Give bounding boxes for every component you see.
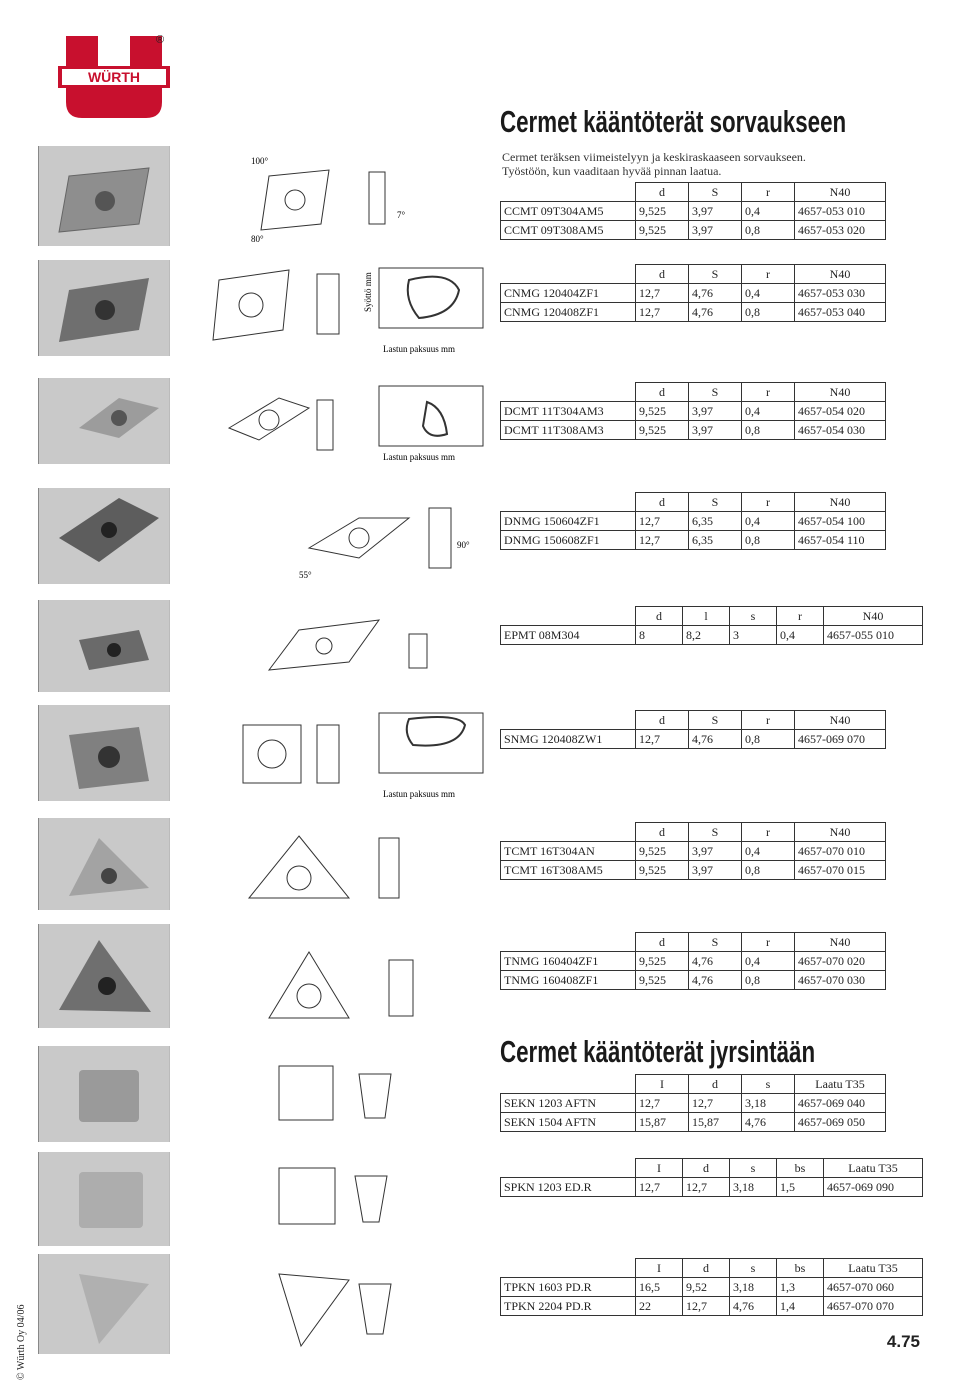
- insert-drawing: [239, 924, 485, 1028]
- table-cell: 1,3: [777, 1278, 824, 1297]
- table-cell: 3,97: [689, 221, 742, 240]
- table-cell: bs: [777, 1259, 824, 1278]
- spec-table-spkn: [500, 1158, 923, 1197]
- table-row: [501, 861, 886, 880]
- table-row: [501, 1278, 923, 1297]
- table-cell: 0,4: [742, 512, 795, 531]
- table-cell: 4657-054 030: [795, 421, 886, 440]
- table-cell: SEKN 1504 AFTN: [501, 1113, 636, 1132]
- spec-table-cnmg: [500, 264, 886, 322]
- svg-text:55°: 55°: [299, 570, 312, 580]
- table-header-row: [501, 1259, 923, 1278]
- table-header-row: [501, 265, 886, 284]
- insert-photo: [39, 924, 170, 1028]
- table-cell: I: [636, 1259, 683, 1278]
- insert-photo: [39, 1254, 170, 1354]
- insert-photo: [39, 1152, 170, 1246]
- insert-band-ccmt: [38, 146, 485, 246]
- table-cell: s: [730, 607, 777, 626]
- table-cell: N40: [795, 265, 886, 284]
- table-row: [501, 1297, 923, 1316]
- table-row: [501, 221, 886, 240]
- table-cell: TPKN 1603 PD.R: [501, 1278, 636, 1297]
- table-cell: r: [742, 383, 795, 402]
- intro-text: [502, 150, 806, 178]
- table-cell: 3,97: [689, 202, 742, 221]
- table-cell: 1,5: [777, 1178, 824, 1197]
- table-cell: r: [742, 823, 795, 842]
- insert-band-snmg: [38, 705, 485, 801]
- table-cell: d: [683, 1159, 730, 1178]
- table-cell: N40: [795, 823, 886, 842]
- table-cell: Laatu T35: [795, 1075, 886, 1094]
- table-cell: 12,7: [636, 1094, 689, 1113]
- table-cell: 4657-070 070: [824, 1297, 923, 1316]
- table-cell: d: [636, 265, 689, 284]
- table-cell: 4,76: [689, 303, 742, 322]
- insert-photo: [39, 488, 170, 584]
- table-cell: 12,7: [636, 284, 689, 303]
- table-cell: 0,8: [742, 971, 795, 990]
- table-row: [501, 402, 886, 421]
- table-cell: 12,7: [683, 1178, 730, 1197]
- table-cell: S: [689, 823, 742, 842]
- table-row: [501, 971, 886, 990]
- insert-photo: [39, 146, 170, 246]
- table-cell: Laatu T35: [824, 1159, 923, 1178]
- table-row: [501, 421, 886, 440]
- table-row: [501, 842, 886, 861]
- table-cell: 3,97: [689, 402, 742, 421]
- logo-text: WÜRTH: [87, 69, 141, 85]
- table-cell: 3,18: [742, 1094, 795, 1113]
- table-cell: d: [636, 183, 689, 202]
- table-cell: 4,76: [742, 1113, 795, 1132]
- spec-table-sekn: [500, 1074, 886, 1132]
- spec-table-dcmt: [500, 382, 886, 440]
- table-cell: s: [742, 1075, 795, 1094]
- spec-table-tpkn: [500, 1258, 923, 1316]
- insert-drawing: [239, 600, 485, 692]
- table-cell: 0,4: [742, 202, 795, 221]
- table-cell: 4657-053 010: [795, 202, 886, 221]
- table-cell: 6,35: [689, 531, 742, 550]
- table-cell: [501, 183, 636, 202]
- table-header-row: [501, 607, 923, 626]
- table-cell: I: [636, 1075, 689, 1094]
- table-row: [501, 531, 886, 550]
- insert-band-tcmt: [38, 818, 485, 910]
- table-cell: 16,5: [636, 1278, 683, 1297]
- table-cell: 0,8: [742, 421, 795, 440]
- registered-mark: ®: [156, 34, 165, 46]
- spec-table-dnmg: [500, 492, 886, 550]
- insert-band-tpkn: [38, 1254, 485, 1354]
- svg-text:80°: 80°: [251, 234, 264, 244]
- table-cell: 3,18: [730, 1178, 777, 1197]
- insert-drawing: [199, 705, 485, 801]
- svg-text:100°: 100°: [251, 156, 269, 166]
- table-cell: 4657-070 060: [824, 1278, 923, 1297]
- table-cell: [501, 493, 636, 512]
- table-cell: 0,8: [742, 303, 795, 322]
- table-cell: 9,525: [636, 952, 689, 971]
- table-cell: 0,8: [742, 861, 795, 880]
- table-header-row: [501, 383, 886, 402]
- table-cell: r: [777, 607, 824, 626]
- table-cell: CCMT 09T308AM5: [501, 221, 636, 240]
- insert-photo: [39, 600, 170, 692]
- table-cell: TPKN 2204 PD.R: [501, 1297, 636, 1316]
- insert-drawing: [239, 1152, 485, 1246]
- table-cell: DCMT 11T308AM3: [501, 421, 636, 440]
- table-cell: 3: [730, 626, 777, 645]
- table-cell: SPKN 1203 ED.R: [501, 1178, 636, 1197]
- table-cell: 0,4: [742, 952, 795, 971]
- table-cell: CCMT 09T304AM5: [501, 202, 636, 221]
- table-cell: 4,76: [730, 1297, 777, 1316]
- table-cell: 12,7: [636, 1178, 683, 1197]
- table-cell: 9,525: [636, 971, 689, 990]
- table-cell: 0,8: [742, 730, 795, 749]
- table-cell: S: [689, 711, 742, 730]
- table-cell: [501, 933, 636, 952]
- insert-band-cnmg: [38, 260, 485, 356]
- table-cell: 3,97: [689, 421, 742, 440]
- table-cell: 0,4: [742, 402, 795, 421]
- table-header-row: [501, 933, 886, 952]
- table-cell: I: [636, 1159, 683, 1178]
- table-cell: r: [742, 265, 795, 284]
- wurth-logo: [58, 36, 170, 118]
- table-cell: [501, 383, 636, 402]
- table-row: [501, 303, 886, 322]
- table-cell: 15,87: [689, 1113, 742, 1132]
- table-cell: N40: [795, 383, 886, 402]
- insert-photo: [39, 705, 170, 801]
- insert-band-sekn: [38, 1046, 485, 1142]
- table-cell: 12,7: [689, 1094, 742, 1113]
- table-cell: 4,76: [689, 730, 742, 749]
- table-cell: [501, 607, 636, 626]
- intro-line-1: Cermet teräksen viimeistelyyn ja keskiraskaaseen sorvaukseen.: [502, 150, 806, 164]
- insert-drawing: [199, 378, 485, 464]
- table-cell: N40: [795, 493, 886, 512]
- table-cell: d: [636, 383, 689, 402]
- table-cell: bs: [777, 1159, 824, 1178]
- table-cell: 9,525: [636, 421, 689, 440]
- insert-drawing: [229, 818, 485, 910]
- table-cell: DNMG 150604ZF1: [501, 512, 636, 531]
- table-cell: SEKN 1203 AFTN: [501, 1094, 636, 1113]
- table-cell: 1,4: [777, 1297, 824, 1316]
- table-cell: CNMG 120404ZF1: [501, 284, 636, 303]
- table-cell: 4657-070 030: [795, 971, 886, 990]
- insert-drawing: [199, 488, 485, 584]
- table-cell: 9,525: [636, 861, 689, 880]
- table-cell: EPMT 08M304: [501, 626, 636, 645]
- table-row: [501, 1113, 886, 1132]
- table-cell: [501, 265, 636, 284]
- insert-drawing: [229, 146, 485, 246]
- insert-drawing: [199, 260, 485, 356]
- table-cell: 4657-070 015: [795, 861, 886, 880]
- insert-photo: [39, 818, 170, 910]
- table-cell: d: [636, 607, 683, 626]
- table-cell: DNMG 150608ZF1: [501, 531, 636, 550]
- table-cell: S: [689, 493, 742, 512]
- insert-band-spkn: [38, 1152, 485, 1246]
- table-cell: s: [730, 1159, 777, 1178]
- table-cell: 4,76: [689, 952, 742, 971]
- table-row: [501, 1178, 923, 1197]
- insert-photo: [39, 1046, 170, 1142]
- chip-axis-label: Lastun paksuus mm: [383, 789, 455, 799]
- table-cell: 4657-053 040: [795, 303, 886, 322]
- table-cell: 8: [636, 626, 683, 645]
- copyright-text: © Würth Oy 04/06: [16, 1304, 27, 1380]
- table-cell: d: [636, 711, 689, 730]
- table-cell: 0,8: [742, 221, 795, 240]
- intro-line-2: Työstöön, kun vaaditaan hyvää pinnan laatua.: [502, 164, 722, 178]
- table-cell: 12,7: [636, 531, 689, 550]
- table-cell: 4657-054 020: [795, 402, 886, 421]
- table-cell: 4657-054 110: [795, 531, 886, 550]
- table-cell: 4657-055 010: [824, 626, 923, 645]
- table-cell: r: [742, 933, 795, 952]
- svg-text:90°: 90°: [457, 540, 470, 550]
- table-cell: r: [742, 493, 795, 512]
- table-cell: CNMG 120408ZF1: [501, 303, 636, 322]
- table-cell: d: [636, 823, 689, 842]
- table-cell: 4657-070 020: [795, 952, 886, 971]
- table-cell: DCMT 11T304AM3: [501, 402, 636, 421]
- insert-band-epmt: [38, 600, 485, 692]
- table-cell: 9,525: [636, 842, 689, 861]
- table-cell: 9,525: [636, 202, 689, 221]
- svg-text:7°: 7°: [397, 210, 406, 220]
- table-row: [501, 512, 886, 531]
- table-cell: 4657-069 040: [795, 1094, 886, 1113]
- table-cell: 8,2: [683, 626, 730, 645]
- insert-band-tnmg: [38, 924, 485, 1028]
- heading-turning: Cermet kääntöterät sorvaukseen: [500, 104, 847, 139]
- spec-table-snmg: [500, 710, 886, 749]
- table-row: [501, 202, 886, 221]
- table-cell: N40: [824, 607, 923, 626]
- table-cell: d: [683, 1259, 730, 1278]
- table-cell: d: [636, 493, 689, 512]
- table-cell: 9,525: [636, 221, 689, 240]
- insert-drawing: [239, 1046, 485, 1142]
- table-cell: 12,7: [636, 512, 689, 531]
- table-row: [501, 626, 923, 645]
- table-header-row: [501, 823, 886, 842]
- table-cell: 9,525: [636, 402, 689, 421]
- table-cell: 0,4: [742, 842, 795, 861]
- table-cell: TNMG 160408ZF1: [501, 971, 636, 990]
- table-cell: TCMT 16T308AM5: [501, 861, 636, 880]
- insert-band-dnmg: [38, 488, 485, 584]
- table-cell: 6,35: [689, 512, 742, 531]
- table-cell: 0,4: [777, 626, 824, 645]
- table-cell: TCMT 16T304AN: [501, 842, 636, 861]
- table-cell: 4657-053 030: [795, 284, 886, 303]
- table-cell: 0,8: [742, 531, 795, 550]
- table-cell: [501, 1259, 636, 1278]
- table-cell: S: [689, 933, 742, 952]
- table-row: [501, 730, 886, 749]
- insert-photo: [39, 378, 170, 464]
- table-cell: [501, 1159, 636, 1178]
- table-cell: 4,76: [689, 971, 742, 990]
- spec-table-ccmt: [500, 182, 886, 240]
- table-cell: 12,7: [636, 730, 689, 749]
- table-cell: d: [636, 933, 689, 952]
- table-cell: [501, 711, 636, 730]
- table-cell: N40: [795, 711, 886, 730]
- table-cell: r: [742, 711, 795, 730]
- insert-drawing: [239, 1254, 485, 1354]
- chip-axis-label: Lastun paksuus mm: [383, 452, 455, 462]
- table-header-row: [501, 1075, 886, 1094]
- table-cell: 4657-070 010: [795, 842, 886, 861]
- table-cell: 3,18: [730, 1278, 777, 1297]
- table-cell: 12,7: [636, 303, 689, 322]
- table-cell: 9,52: [683, 1278, 730, 1297]
- table-row: [501, 284, 886, 303]
- table-cell: 4657-054 100: [795, 512, 886, 531]
- table-cell: 15,87: [636, 1113, 689, 1132]
- spec-table-epmt: [500, 606, 923, 645]
- table-cell: S: [689, 265, 742, 284]
- table-cell: 3,97: [689, 861, 742, 880]
- table-cell: 4657-069 050: [795, 1113, 886, 1132]
- table-cell: d: [689, 1075, 742, 1094]
- table-cell: S: [689, 383, 742, 402]
- table-cell: S: [689, 183, 742, 202]
- table-cell: r: [742, 183, 795, 202]
- table-cell: 4657-053 020: [795, 221, 886, 240]
- table-header-row: [501, 493, 886, 512]
- feed-axis-label: Syöttö mm: [363, 272, 373, 312]
- spec-table-tcmt: [500, 822, 886, 880]
- table-cell: Laatu T35: [824, 1259, 923, 1278]
- heading-milling: Cermet kääntöterät jyrsintään: [500, 1034, 816, 1069]
- spec-table-tnmg: [500, 932, 886, 990]
- table-cell: [501, 823, 636, 842]
- table-cell: 4657-069 090: [824, 1178, 923, 1197]
- page-number: 4.75: [886, 1332, 920, 1351]
- table-cell: 3,97: [689, 842, 742, 861]
- table-cell: 4657-069 070: [795, 730, 886, 749]
- table-header-row: [501, 711, 886, 730]
- table-row: [501, 952, 886, 971]
- table-cell: [501, 1075, 636, 1094]
- table-cell: l: [683, 607, 730, 626]
- table-cell: TNMG 160404ZF1: [501, 952, 636, 971]
- chip-axis-label: Lastun paksuus mm: [383, 344, 455, 354]
- insert-photo: [39, 260, 170, 356]
- table-cell: 0,4: [742, 284, 795, 303]
- table-header-row: [501, 183, 886, 202]
- insert-band-dcmt: [38, 378, 485, 464]
- table-cell: s: [730, 1259, 777, 1278]
- table-cell: 22: [636, 1297, 683, 1316]
- table-cell: 4,76: [689, 284, 742, 303]
- table-cell: N40: [795, 183, 886, 202]
- table-cell: 12,7: [683, 1297, 730, 1316]
- table-cell: N40: [795, 933, 886, 952]
- table-cell: SNMG 120408ZW1: [501, 730, 636, 749]
- table-row: [501, 1094, 886, 1113]
- table-header-row: [501, 1159, 923, 1178]
